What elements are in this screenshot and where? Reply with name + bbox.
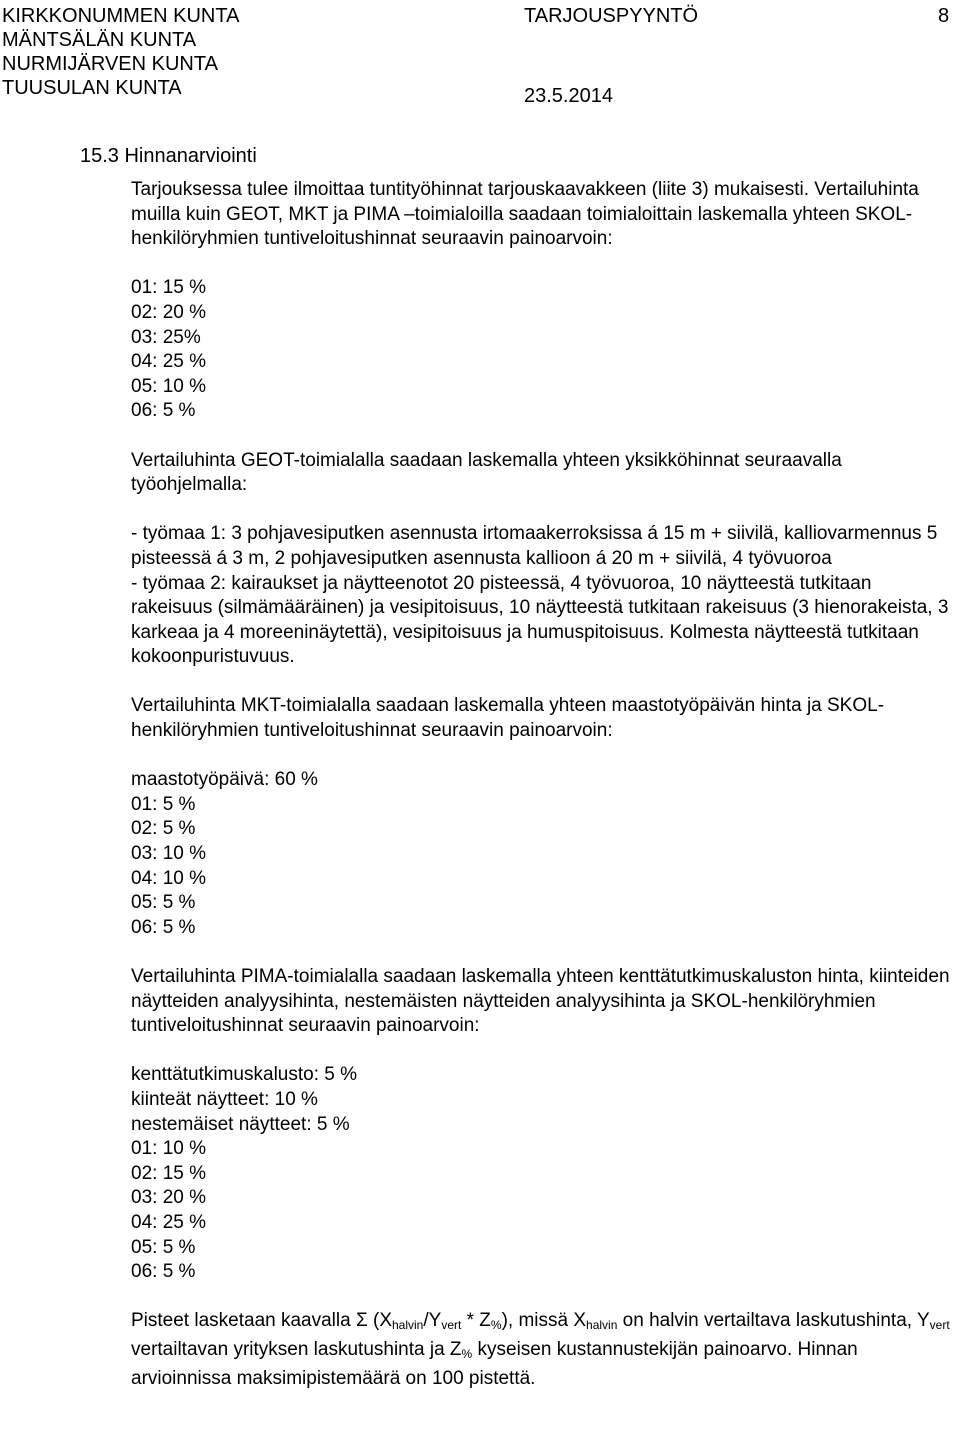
sigma-symbol: Σ — [355, 1310, 368, 1332]
list-item: nestemäiset näytteet: 5 % — [131, 1113, 350, 1135]
list-item: 02: 15 % — [131, 1162, 206, 1184]
subscript: vert — [441, 1318, 462, 1333]
list-item: 05: 10 % — [131, 375, 206, 397]
document-body — [131, 178, 956, 1391]
list-item: 04: 10 % — [131, 867, 206, 889]
subscript: vert — [929, 1318, 950, 1333]
list-item: 03: 10 % — [131, 843, 206, 865]
weights-list-pima — [131, 1063, 956, 1284]
section-heading: 15.3 Hinnanarviointi — [80, 145, 257, 167]
document-date: 23.5.2014 — [524, 85, 613, 107]
list-item: 03: 25% — [131, 326, 201, 348]
list-item: 05: 5 % — [131, 892, 196, 914]
list-item: 06: 5 % — [131, 1261, 196, 1283]
header-org-2: MÄNTSÄLÄN KUNTA — [2, 29, 197, 51]
list-item: 01: 10 % — [131, 1138, 206, 1160]
list-item: maastotyöpäivä: 60 % — [131, 769, 318, 791]
formula-text: vertailtavan yrityksen laskutushinta ja Z — [131, 1338, 462, 1360]
list-item: 01: 15 % — [131, 277, 206, 299]
list-item: kenttätutkimuskalusto: 5 % — [131, 1064, 357, 1086]
paragraph-mkt: Vertailuhinta MKT-toimialalla saadaan laskemalla yhteen maastotyöpäivän hinta ja SKOL-henkilöryhmien tuntiveloitushinnat seuraavin painoarvoin: — [131, 695, 885, 742]
paragraph-pima: Vertailuhinta PIMA-toimialalla saadaan laskemalla yhteen kenttätutkimuskaluston hinta, kiinteiden näytteiden analyysihinta, nestemäisten näytteiden analyysihinta ja SKOL-henkilöryhmien tuntiveloitushinnat seuraavin painoarvoin: — [131, 966, 950, 1037]
list-item: 04: 25 % — [131, 351, 206, 373]
paragraph-worksite-1: - työmaa 1: 3 pohjavesiputken asennusta irtomaakerroksissa á 15 m + siivilä, kalliovarmennus 5 pisteessä á 3 m, 2 pohjavesiputken asennusta kallioon á 20 m + siivilä, 4 työvuoroa — [131, 523, 938, 569]
list-item: 05: 5 % — [131, 1236, 196, 1258]
paragraph-formula — [131, 1309, 956, 1391]
formula-text: Pisteet lasketaan kaavalla — [131, 1310, 356, 1332]
subscript: % — [490, 1318, 502, 1333]
formula-text: * Z — [461, 1310, 491, 1332]
header-org-1: KIRKKONUMMEN KUNTA — [2, 5, 240, 27]
list-item: 02: 5 % — [131, 818, 196, 840]
list-item: 01: 5 % — [131, 793, 196, 815]
paragraph-worksite-2: - työmaa 2: kairaukset ja näytteenotot 20 pisteessä, 4 työvuoroa, 10 näytteestä tutkitaan rakeisuus (silmämääräinen) ja vesipitoisuus, 10 näytteestä tutkitaan rakeisuus (3 hienorakeista, 3 karkeaa ja 4 moreeninäytettä), vesipitoisuus ja humuspitoisuus. Kolmesta näytteestä tutkitaan kokoonpuristuvuus. — [131, 572, 949, 668]
formula-text: kyseisen kustannustekijän painoarvo. Hinnan arvioinnissa maksimipistemäärä on 100 pistettä. — [131, 1338, 858, 1389]
list-item: 06: 5 % — [131, 400, 196, 422]
subscript: % — [461, 1346, 473, 1361]
header-org-4: TUUSULAN KUNTA — [2, 77, 182, 99]
list-item: kiinteät näytteet: 10 % — [131, 1088, 318, 1110]
list-item: 04: 25 % — [131, 1211, 206, 1233]
header-organizations — [2, 4, 239, 100]
formula-text: ), missä X — [501, 1310, 587, 1332]
list-item: 02: 20 % — [131, 301, 206, 323]
list-item: 06: 5 % — [131, 916, 196, 938]
weights-list-mkt — [131, 768, 956, 940]
paragraph-geot: Vertailuhinta GEOT-toimialalla saadaan laskemalla yhteen yksikköhinnat seuraavalla työohjelmalla: — [131, 449, 842, 496]
subscript: halvin — [392, 1318, 424, 1333]
formula-text: (X — [367, 1310, 392, 1332]
weights-list-general — [131, 276, 956, 424]
subscript: halvin — [586, 1318, 618, 1333]
list-item: 03: 20 % — [131, 1187, 206, 1209]
header-org-3: NURMIJÄRVEN KUNTA — [2, 53, 218, 75]
formula-text: on halvin vertailtava laskutushinta, Y — [617, 1310, 930, 1332]
page-number: 8 — [938, 5, 950, 27]
paragraph-intro: Tarjouksessa tulee ilmoittaa tuntityöhinnat tarjouskaavakkeen (liite 3) mukaisesti. Vertailuhinta muilla kuin GEOT, MKT ja PIMA –toimialoilla saadaan toimialoittain laskemalla yhteen SKOL-henkilöryhmien tuntiveloitushinnat seuraavin painoarvoin: — [131, 179, 919, 250]
formula-text: /Y — [423, 1310, 442, 1332]
document-title: TARJOUSPYYNTÖ — [524, 5, 699, 27]
